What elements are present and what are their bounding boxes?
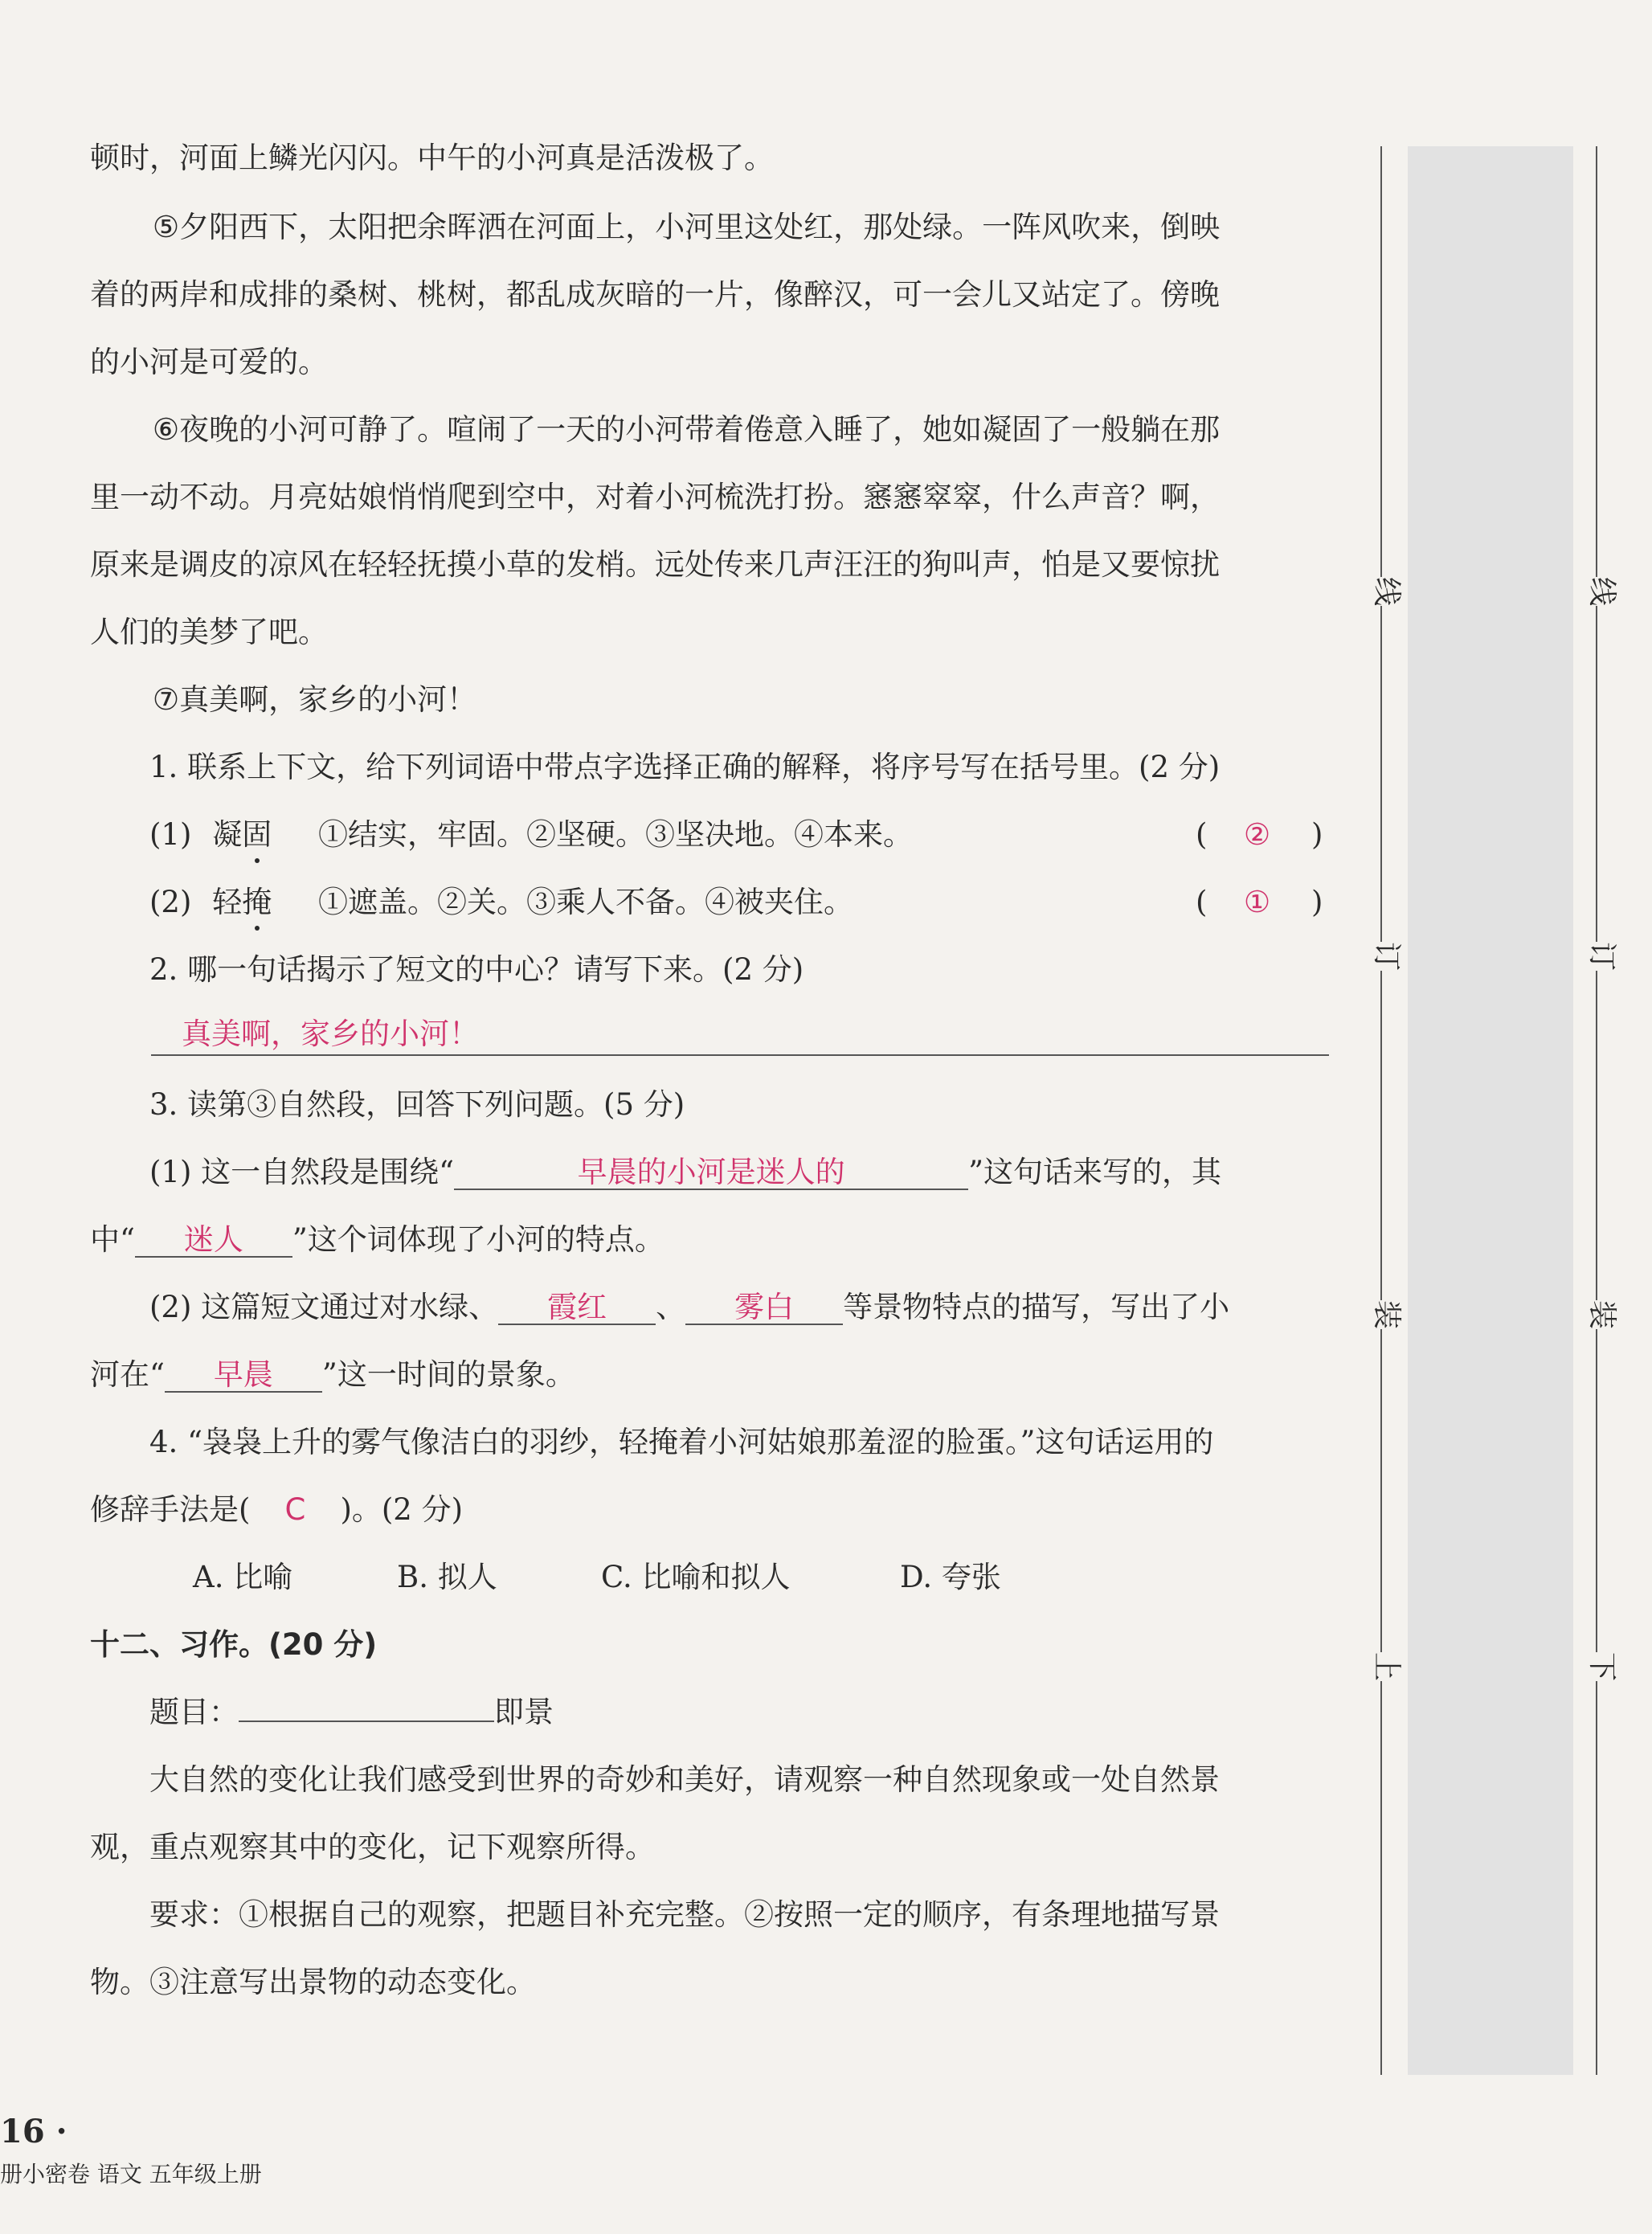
q3-sub2-blank2: 雾白	[685, 1291, 843, 1325]
q1-item1-answer: ②	[1244, 817, 1271, 852]
passage-p5-line3: 的小河是可爱的。	[90, 345, 328, 379]
q1-item2-paren-open: (	[1196, 885, 1208, 919]
margin-label-left-xian: 线	[1367, 577, 1405, 606]
passage-p6-line3: 原来是调皮的凉风在轻轻抚摸小草的发梢。远处传来几声汪汪的狗叫声，怕是又要惊扰	[90, 547, 1220, 582]
q1-item1-num: (1)	[149, 817, 192, 852]
q3-sub2-line1: (2) 这篇短文通过对水绿、 霞红 、 雾白 等景物特点的描写，写出了小	[149, 1290, 1230, 1324]
margin-label-right-ding: 订	[1582, 942, 1621, 971]
q2-stem: 2. 哪一句话揭示了短文的中心？请写下来。(2 分)	[149, 952, 804, 987]
q1-item1-options: ①结实，牢固。②坚硬。③坚决地。④本来。	[317, 817, 913, 852]
q4-option-c: C. 比喻和拟人	[601, 1560, 791, 1594]
q3-stem: 3. 读第③自然段，回答下列问题。(5 分)	[149, 1087, 685, 1122]
q3-sub1-blank2: 迷人	[135, 1224, 292, 1258]
margin-label-right-xian: 线	[1582, 577, 1621, 606]
q1-item1-paren-close: )	[1311, 817, 1323, 852]
passage-p4-tail: 顿时，河面上鳞光闪闪。中午的小河真是活泼极了。	[90, 141, 774, 175]
margin-line-right	[1596, 146, 1597, 2075]
q2-answer: 真美啊，家乡的小河！	[182, 1017, 479, 1051]
q1-item2-answer: ①	[1244, 885, 1271, 919]
binding-margin-band	[1408, 146, 1573, 2075]
q3-sub1-line2: 中“ 迷人 ”这个词体现了小河的特点。	[90, 1222, 664, 1257]
q3-sub2-blank1: 霞红	[498, 1291, 656, 1325]
q3-sub1-blank1: 早晨的小河是迷人的	[454, 1156, 968, 1190]
section12-title: 题目： 即景	[149, 1695, 554, 1729]
margin-label-left-ding: 订	[1367, 942, 1405, 971]
q1-item2-options: ①遮盖。②关。③乘人不备。④被夹住。	[317, 885, 853, 919]
section12-desc-line2: 观，重点观察其中的变化，记下观察所得。	[90, 1830, 655, 1864]
q3-sub1-line1: (1) 这一自然段是围绕“ 早晨的小河是迷人的 ”这句话来写的，其	[149, 1155, 1222, 1189]
section12-heading: 十二、习作。(20 分)	[90, 1627, 378, 1662]
page-number: 16 ·	[0, 2113, 67, 2150]
passage-p6-line2: 里一动不动。月亮姑娘悄悄爬到空中，对着小河梳洗打扮。窸窸窣窣，什么声音？啊，	[90, 480, 1220, 514]
q1-stem: 1. 联系上下文，给下列词语中带点字选择正确的解释，将序号写在括号里。(2 分)	[149, 750, 1221, 784]
q3-sub2-blank3: 早晨	[165, 1359, 322, 1393]
q4-line2: 修辞手法是( C )。(2 分)	[90, 1490, 463, 1530]
passage-p5-line2: 着的两岸和成排的桑树、桃树，都乱成灰暗的一片，像醉汉，可一会儿又站定了。傍晚	[90, 277, 1220, 312]
q4-option-a: A. 比喻	[193, 1560, 293, 1594]
section12-req-line2: 物。③注意写出景物的动态变化。	[90, 1965, 536, 1999]
q4-option-d: D. 夸张	[900, 1560, 1001, 1594]
section12-desc-line1: 大自然的变化让我们感受到世界的奇妙和美好，请观察一种自然现象或一处自然景	[149, 1762, 1220, 1797]
q1-item2-paren-close: )	[1311, 885, 1323, 919]
section12-title-blank	[239, 1721, 494, 1722]
margin-label-left-zhuang: 装	[1367, 1300, 1405, 1329]
q2-answer-line	[151, 1054, 1329, 1056]
passage-p7: ⑦真美啊，家乡的小河！	[153, 682, 477, 717]
margin-line-left	[1380, 146, 1382, 2075]
q1-item2	[149, 882, 853, 923]
q1-item1-word: 凝固	[212, 817, 272, 852]
q1-item1-paren-open: (	[1196, 817, 1208, 852]
q3-sub2-line2: 河在“ 早晨 ”这一时间的景象。	[90, 1357, 575, 1392]
margin-label-right-zhuang: 装	[1582, 1300, 1621, 1329]
passage-p6-line4: 人们的美梦了吧。	[90, 615, 328, 649]
passage-p6-line1: ⑥夜晚的小河可静了。喧闹了一天的小河带着倦意入睡了，她如凝固了一般躺在那	[153, 412, 1221, 447]
q4-stem: 4. “袅袅上升的雾气像洁白的羽纱，轻掩着小河姑娘那羞涩的脸蛋。”这句话运用的	[149, 1425, 1214, 1459]
q1-item2-num: (2)	[149, 885, 192, 919]
passage-p5-line1: ⑤夕阳西下，太阳把余晖洒在河面上，小河里这处红，那处绿。一阵风吹来，倒映	[153, 210, 1221, 244]
q4-option-b: B. 拟人	[397, 1560, 497, 1594]
q1-item2-word: 轻掩	[212, 885, 272, 919]
margin-label-left-shang: 上	[1367, 1652, 1405, 1681]
q4-answer: C	[284, 1492, 306, 1527]
section12-req-line1: 要求：①根据自己的观察，把题目补充完整。②按照一定的顺序，有条理地描写景	[149, 1897, 1220, 1932]
q1-item1	[149, 815, 913, 855]
margin-label-right-xia: 下	[1582, 1652, 1621, 1681]
footer-book-info: 册小密卷 语文 五年级上册	[0, 2161, 262, 2187]
